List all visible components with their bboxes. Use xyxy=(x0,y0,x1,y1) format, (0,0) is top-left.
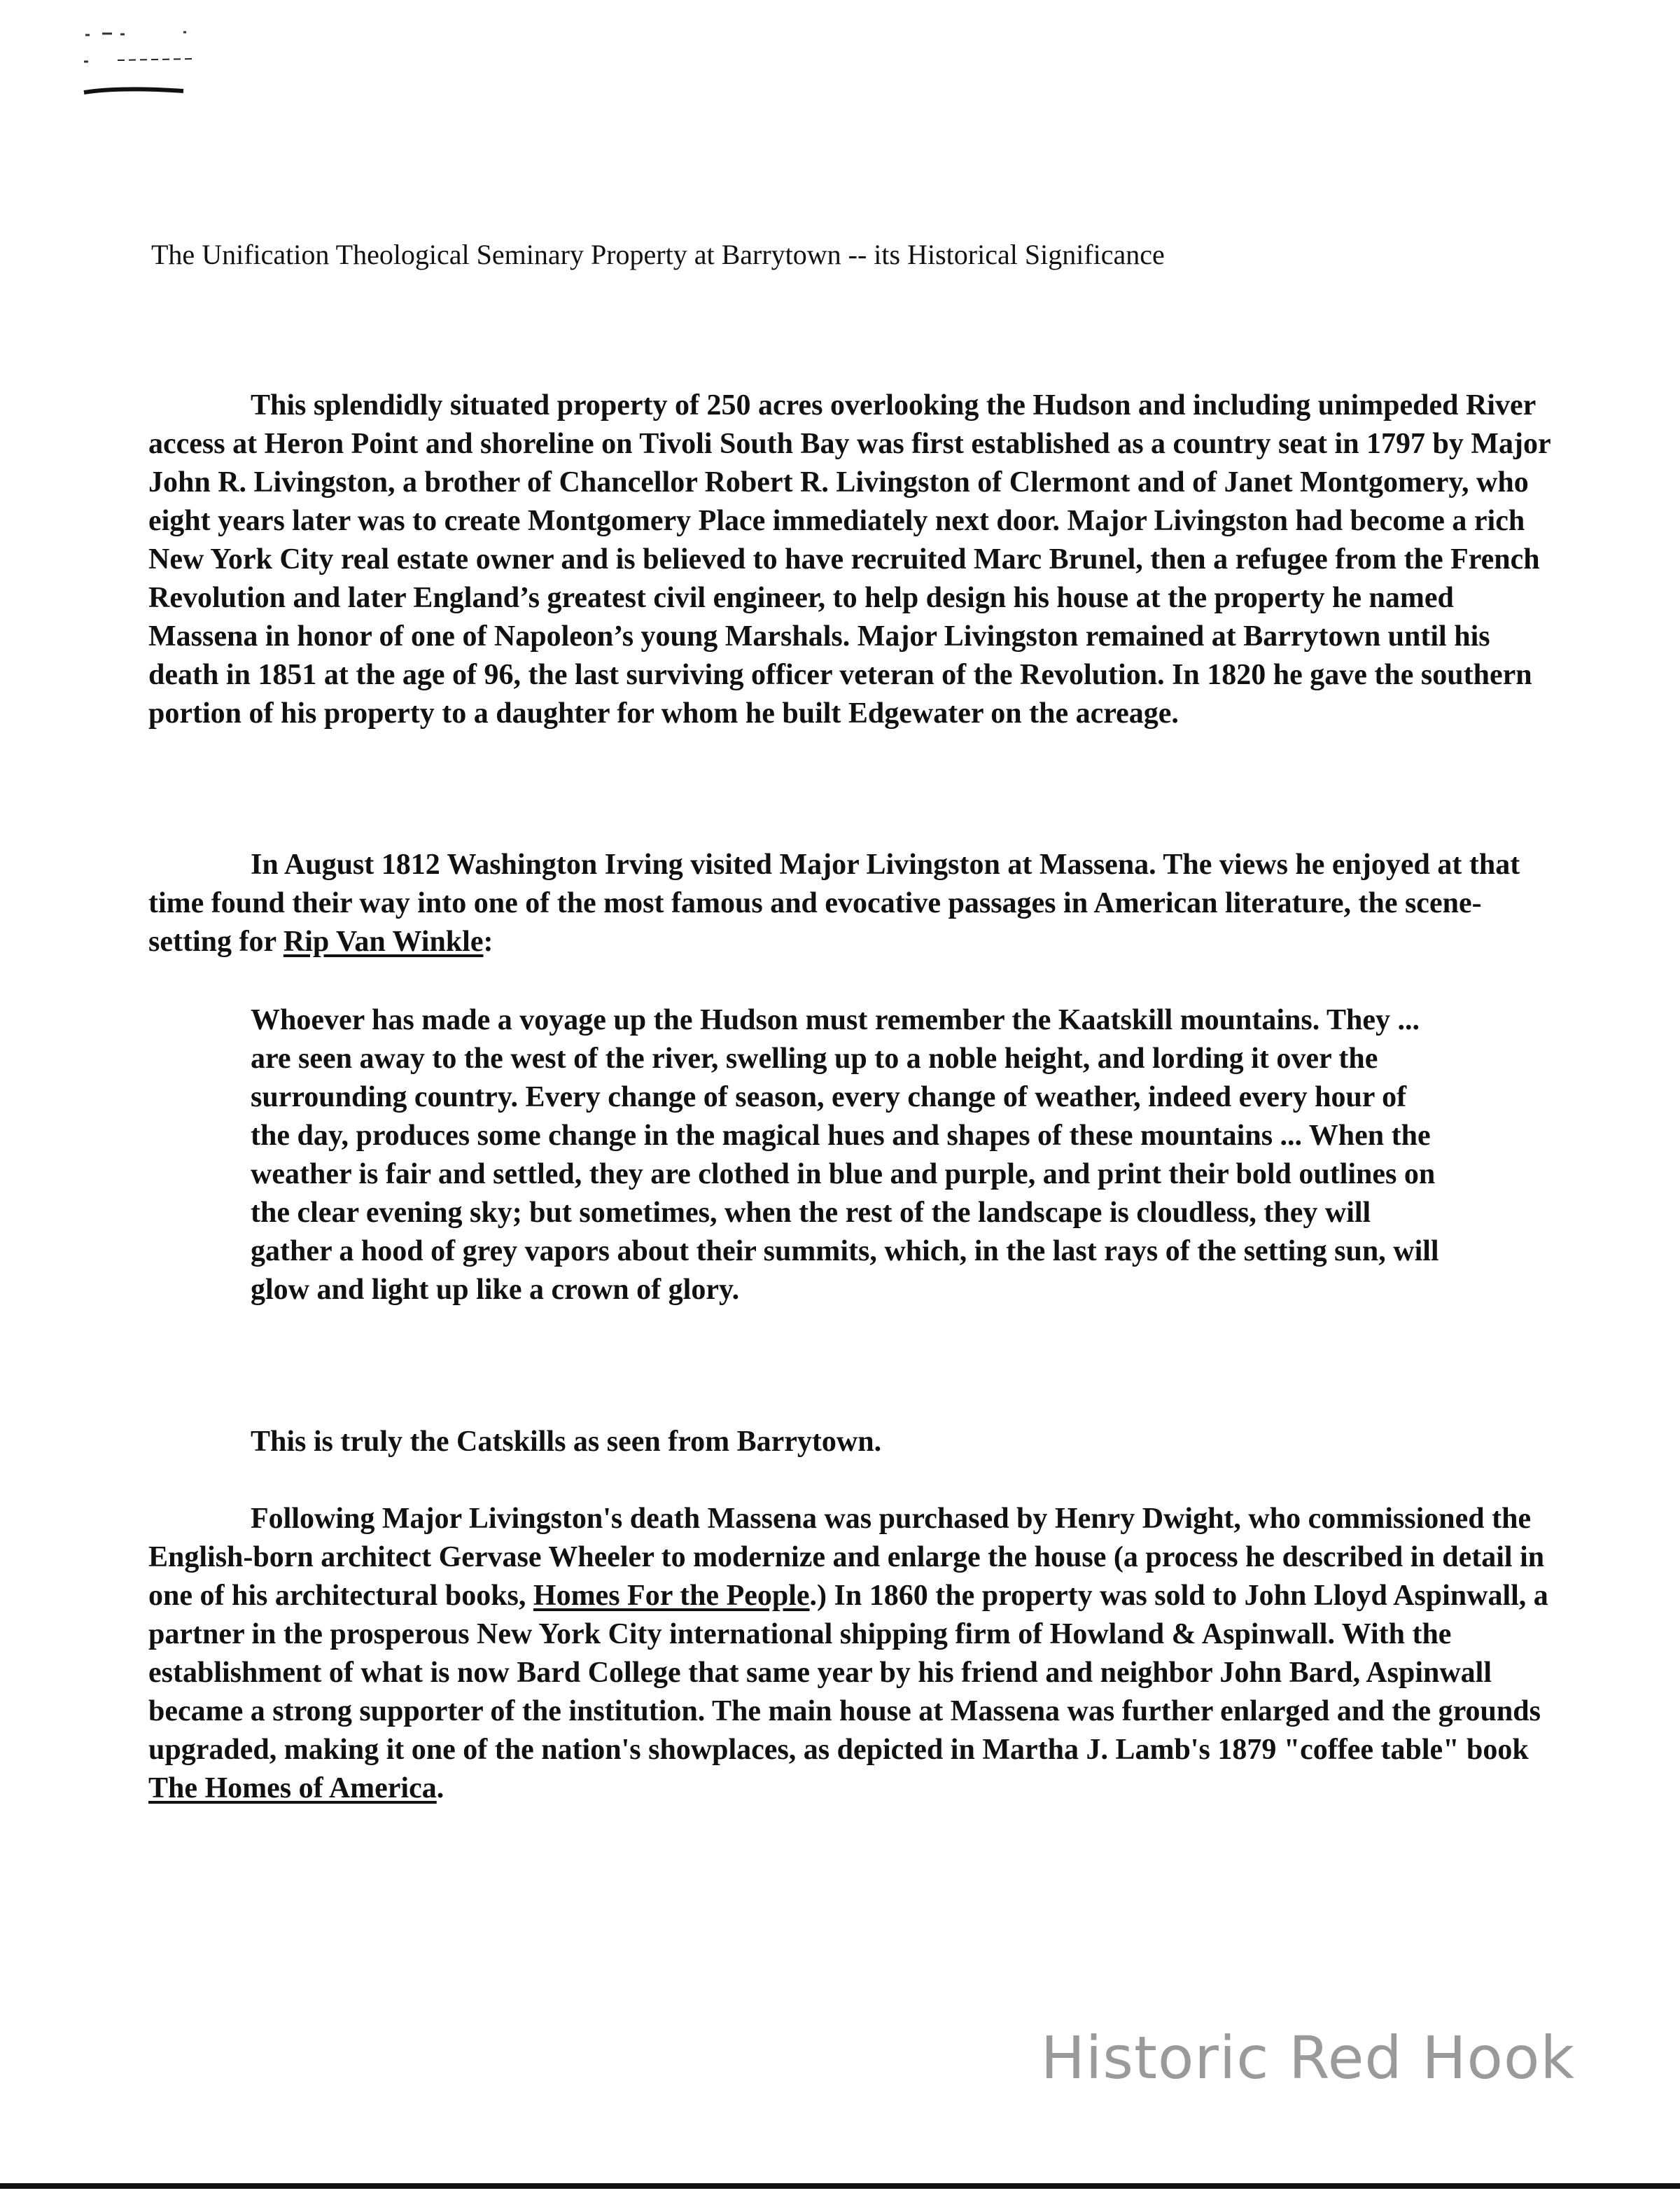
paragraph-2-end: : xyxy=(483,926,493,958)
paragraph-4-lead: Following Major Livingston's death Massena was purchased by Henry Dwight, who commissioned the English-born architect Gervase Wheeler to modernize and enlarge the house (a process he described in detail in one of his architectural books, xyxy=(148,1503,1545,1612)
paragraph-history-livingston xyxy=(148,387,1562,733)
paragraph-1-text: This splendidly situated property of 250 acres overlooking the Hudson and including unimpeded River access at Heron Point and shoreline on Tivoli South Bay was first established as a country seat in 1797 by Major John R. Livingston, a brother of Chancellor Robert R. Livingston of Clermont and of Janet Montgomery, who eight years later was to create Montgomery Place immediately next door. Major Livingston had become a rich New York City real estate owner and is believed to have recruited Marc Brunel, then a refugee from the French Revolution and later England’s greatest civil engineer, to help design his house at the property he named Massena in honor of one of Napoleon’s young Marshals. Major Livingston remained at Barrytown until his death in 1851 at the age of 96, the last surviving officer veteran of the Revolution. In 1820 he gave the southern portion of his property to a daughter for whom he built Edgewater on the acreage. xyxy=(148,389,1550,730)
paragraph-later-owners xyxy=(148,1500,1562,1808)
book-title-homes-for-the-people: Homes For the People xyxy=(533,1580,810,1612)
book-title-homes-of-america: The Homes of America xyxy=(148,1772,437,1804)
page-bottom-edge xyxy=(0,2183,1680,2189)
paragraph-4-mid: .) In 1860 the property was sold to John Lloyd Aspinwall, a partner in the prosperous New York City international shipping firm of Howland & Aspinwall. With the establishment of what is now Bard College that same year by his friend and neighbor John Bard, Aspinwall became a strong supporter of the institution. The main house at Massena was further enlarged and the grounds upgraded, making it one of the nation's showplaces, as depicted in Martha J. Lamb's 1879 "coffee table" book xyxy=(148,1580,1548,1766)
paragraph-2-lead: In August 1812 Washington Irving visited Major Livingston at Massena. The views he enjoyed at that time found their way into one of the most famous and evocative passages in American literature, the scene-setting for xyxy=(148,849,1520,958)
paragraph-4-end: . xyxy=(436,1772,444,1804)
block-quote xyxy=(251,1001,1441,1309)
quote-text: Whoever has made a voyage up the Hudson must remember the Kaatskill mountains. They ... are seen away to the west of the river, swelling up to a noble height, and lording it over the surrounding country. Every change of season, every change of weather, indeed every hour of the day, produces some change in the magical hues and shapes of these mountains ... When the weather is fair and settled, they are clothed in blue and purple, and print their bold outlines on the clear evening sky; but sometimes, when the rest of the landscape is cloudless, they will gather a hood of grey vapors about their summits, which, in the last rays of the setting sun, will glow and light up like a crown of glory. xyxy=(251,1004,1439,1306)
paragraph-2-text xyxy=(148,846,1562,961)
paragraph-3-text: This is truly the Catskills as seen from Barrytown. xyxy=(251,1426,882,1458)
paragraph-irving-visit xyxy=(148,846,1562,961)
watermark-text: Historic Red Hook xyxy=(1040,2024,1575,2092)
paragraph-catskills xyxy=(251,1423,1441,1461)
document-title: The Unification Theological Seminary Property at Barrytown -- its Historical Significance xyxy=(151,239,1165,270)
scan-artifact-marks xyxy=(78,28,204,105)
paragraph-4-text xyxy=(148,1500,1562,1808)
book-title-rip-van-winkle: Rip Van Winkle xyxy=(283,926,484,958)
